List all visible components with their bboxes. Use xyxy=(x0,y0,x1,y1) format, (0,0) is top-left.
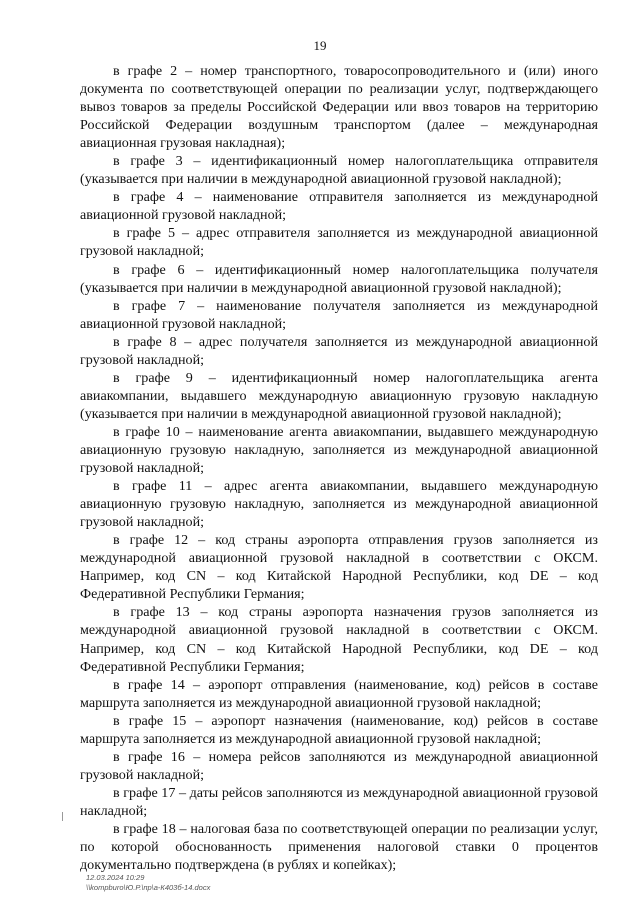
paragraph-column-13: в графе 13 – код страны аэропорта назначения грузов заполняется из международной авиационной грузовой накладной в соответствии с ОКСМ. Например, код CN – код Китайской Народной Республики, код DE – код Федеративной Республики Германия; xyxy=(80,604,598,675)
paragraph-column-12: в графе 12 – код страны аэропорта отправления грузов заполняется из международной авиационной грузовой накладной в соответствии с ОКСМ. Например, код CN – код Китайской Народной Республики, код DE – код Федеративной Республики Германия; xyxy=(80,532,598,603)
margin-mark xyxy=(62,812,65,821)
paragraph-column-7: в графе 7 – наименование получателя заполняется из международной авиационной грузовой накладной; xyxy=(80,297,598,332)
document-body xyxy=(80,62,598,874)
paragraph-column-10: в графе 10 – наименование агента авиакомпании, выдавшего международную авиационную грузовую накладную, заполняется из международной авиационной грузовой накладной; xyxy=(80,423,598,477)
paragraph-column-16: в графе 16 – номера рейсов заполняются из международной авиационной грузовой накладной; xyxy=(80,748,598,783)
paragraph-column-14: в графе 14 – аэропорт отправления (наименование, код) рейсов в составе маршрута заполняется из международной авиационной грузовой накладной; xyxy=(80,676,598,711)
paragraph-column-8: в графе 8 – адрес получателя заполняется из международной авиационной грузовой накладной; xyxy=(80,333,598,368)
paragraph-column-2: в графе 2 – номер транспортного, товаросопроводительного и (или) иного документа по соответствующей операции по реализации услуг, подтверждающего вывоз товаров за пределы Российской Федерации или ввоз товаров на территорию Российской Федерации воздушным транспортом (далее – международная авиационная грузовая накладная); xyxy=(80,63,598,152)
paragraph-column-11: в графе 11 – адрес агента авиакомпании, выдавшего международную авиационную грузовую накладную, заполняется из международной авиационной грузовой накладной; xyxy=(80,478,598,531)
page-number: 19 xyxy=(313,38,327,53)
paragraph-column-6: в графе 6 – идентификационный номер налогоплательщика получателя (указывается при наличии в международной авиационной грузовой накладной); xyxy=(80,261,598,296)
footer-date: 12.03.2024 10:29 xyxy=(86,873,145,882)
paragraph-column-9: в графе 9 – идентификационный номер налогоплательщика агента авиакомпании, выдавшего международную авиационную грузовую накладную (указывается при наличии в международной авиационной грузовой накладной); xyxy=(80,369,598,422)
paragraph-column-3: в графе 3 – идентификационный номер налогоплательщика отправителя (указывается при наличии в международной авиационной грузовой накладной); xyxy=(80,153,598,188)
paragraph-column-4: в графе 4 – наименование отправителя заполняется из международной авиационной грузовой накладной; xyxy=(80,189,598,224)
paragraph-column-18: в графе 18 – налоговая база по соответствующей операции по реализации услуг, по которой обоснованность применения налоговой ставки 0 процентов документально подтверждена (в рублях и копейках); xyxy=(80,820,598,874)
document-footer xyxy=(86,873,210,892)
paragraph-column-17: в графе 17 – даты рейсов заполняются из международной авиационной грузовой накладной; xyxy=(80,784,598,819)
paragraph-column-5: в графе 5 – адрес отправителя заполняется из международной авиационной грузовой накладной; xyxy=(80,225,598,260)
footer-file-path: \\kompburo\Ю.Р.\пр\а-К403б-14.docx xyxy=(86,882,211,892)
paragraph-column-15: в графе 15 – аэропорт назначения (наименование, код) рейсов в составе маршрута заполняется из международной авиационной грузовой накладной; xyxy=(80,712,598,747)
